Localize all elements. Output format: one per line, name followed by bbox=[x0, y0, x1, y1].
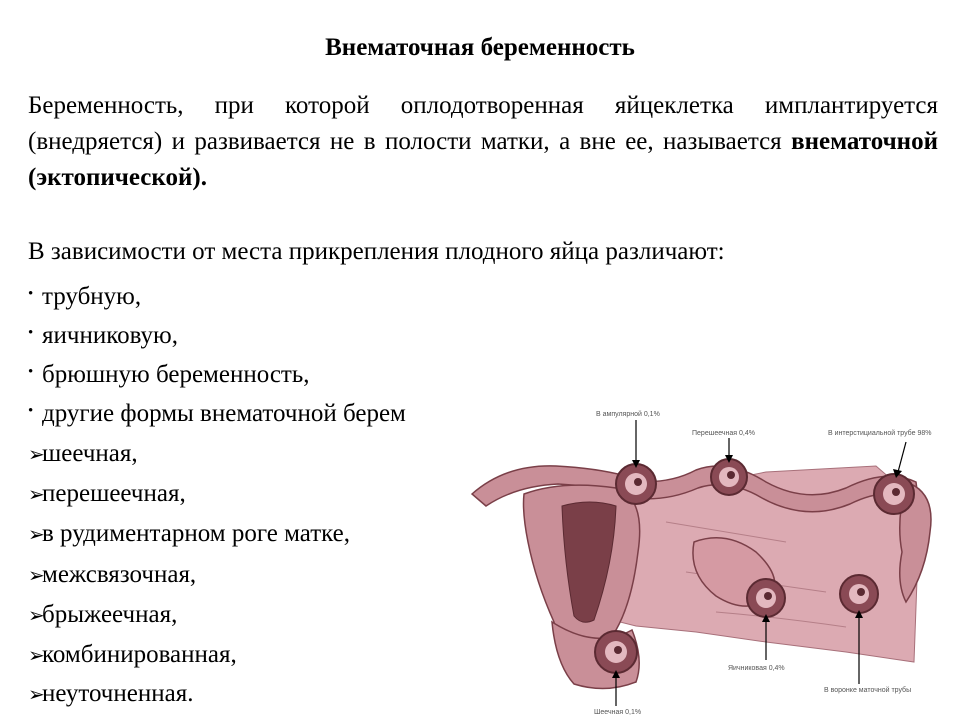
list-item-subtype: ➢перешеечная, bbox=[28, 476, 186, 512]
arrow-check-icon: ➢ bbox=[28, 484, 45, 506]
list-item-subtype: ➢брыжеечная, bbox=[28, 597, 177, 633]
arrow-check-icon: ➢ bbox=[28, 684, 45, 706]
caption-ovarian: Яичниковая 0,4% bbox=[728, 665, 785, 672]
cervical-sac bbox=[595, 631, 637, 673]
ovarian-sac bbox=[747, 579, 785, 617]
definition-text: Беременность, при которой оплодотворенная яйцеклетка имплантируется (внедряется) и развивается не в полости матки, а вне ее, называется bbox=[28, 92, 938, 155]
infundibular-sac bbox=[840, 575, 878, 613]
caption-infundibular: В воронке маточной трубы bbox=[824, 687, 912, 694]
ampullary-sac bbox=[616, 464, 656, 504]
arrow-check-icon: ➢ bbox=[28, 645, 45, 667]
interstitial-sac bbox=[874, 474, 914, 514]
list-item-bullet: • яичниковую, bbox=[28, 315, 178, 351]
bullet-icon: • bbox=[28, 325, 34, 341]
caption-ampullary: В ампулярной 0,1% bbox=[596, 411, 660, 418]
definition-term: внематочной (эктопической). bbox=[28, 128, 938, 191]
ectopic-sites-illustration bbox=[466, 402, 960, 720]
bullet-icon: • bbox=[28, 364, 34, 380]
list-item-bullet: • трубную, bbox=[28, 276, 141, 312]
list-item-subtype: ➢межсвязочная, bbox=[28, 557, 196, 593]
list-item-subtype: ➢неуточненная. bbox=[28, 676, 193, 712]
arrow-check-icon: ➢ bbox=[28, 605, 45, 627]
bullet-icon: • bbox=[28, 286, 34, 302]
arrow-check-icon: ➢ bbox=[28, 565, 45, 587]
list-item-subtype: ➢комбинированная, bbox=[28, 637, 237, 673]
caption-interstitial: В интерстициальной трубе 98% bbox=[828, 430, 932, 437]
arrow-check-icon: ➢ bbox=[28, 444, 45, 466]
caption-isthmic: Перешеечная 0,4% bbox=[692, 430, 755, 437]
bullet-icon: • bbox=[28, 403, 34, 419]
list-item-subtype: ➢шеечная, bbox=[28, 436, 138, 472]
list-item-bullet: • брюшную беременность, bbox=[28, 354, 310, 390]
isthmic-sac bbox=[711, 459, 747, 495]
slide-title: Внематочная беременность bbox=[325, 34, 635, 61]
arrow-check-icon: ➢ bbox=[28, 524, 45, 546]
classification-lead: В зависимости от места прикрепления плодного яйца различают: bbox=[28, 238, 725, 265]
definition-paragraph bbox=[28, 88, 938, 196]
list-item-bullet: • другие формы внематочной берем bbox=[28, 393, 406, 429]
caption-cervical: Шеечная 0,1% bbox=[594, 709, 642, 716]
list-item-subtype: ➢в рудиментарном роге матке, bbox=[28, 516, 350, 552]
uterus-diagram bbox=[466, 402, 960, 720]
